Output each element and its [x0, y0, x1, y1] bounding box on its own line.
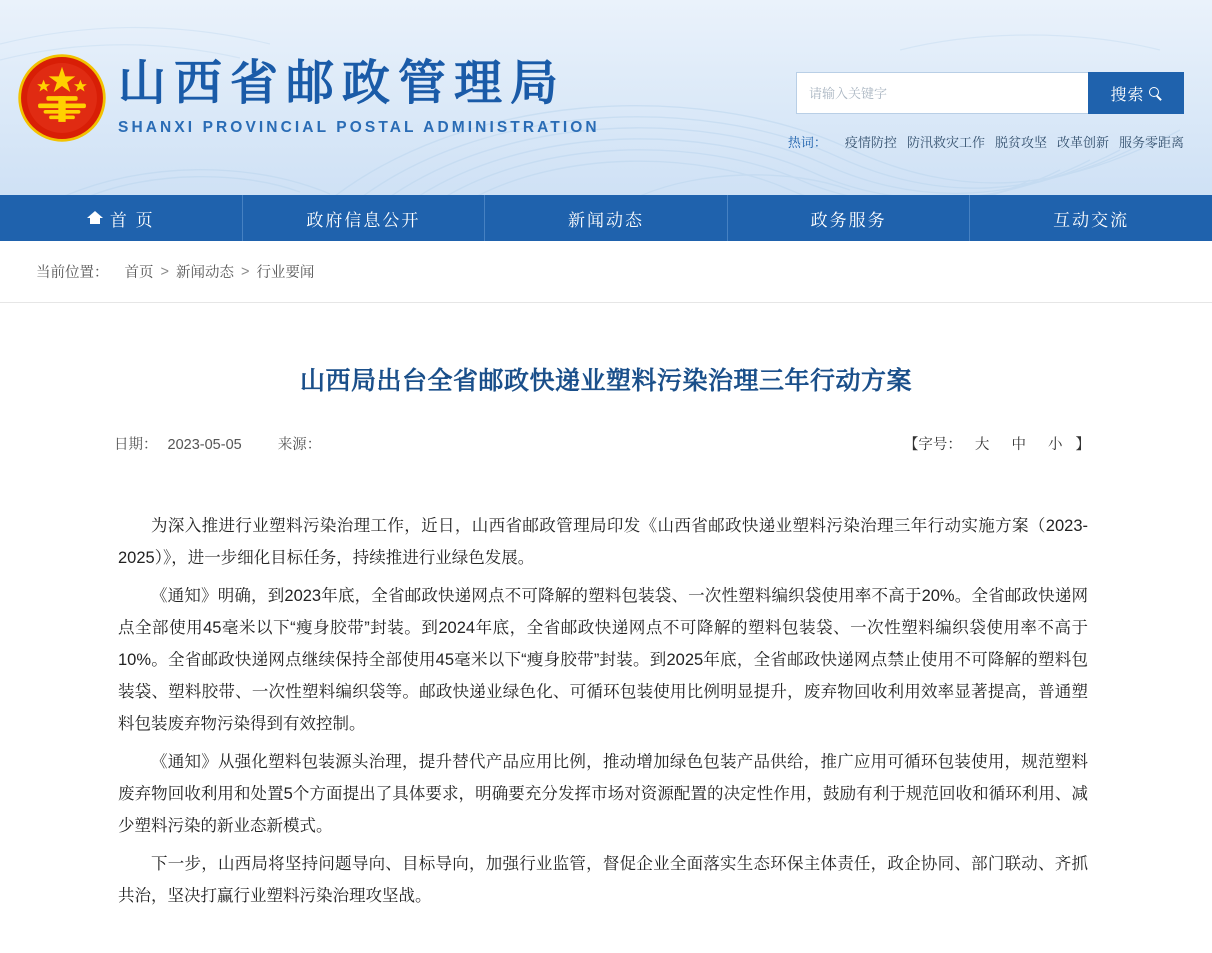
search-button-label: 搜索 — [1110, 86, 1145, 104]
article-meta-left — [114, 433, 333, 454]
breadcrumb — [0, 241, 1212, 303]
breadcrumb-item-2[interactable]: 行业要闻 — [256, 265, 315, 281]
article-paragraph: 《通知》从强化塑料包装源头治理，提升替代产品应用比例，推动增加绿色包装产品供给，推广应用可循环包装使用，规范塑料废弃物回收利用和处置5个方面提出了具体要求，明确要充分发挥市场对资源配置的决定性作用，鼓励有利于规范回收和循环利用、减少塑料污染的新业态新模式。 — [118, 753, 1088, 835]
nav-item-government-info-label: 政府信息公开 — [306, 210, 421, 230]
article-container — [106, 303, 1106, 912]
article-date-value: 2023-05-05 — [167, 437, 242, 453]
breadcrumb-item-0[interactable]: 首页 — [124, 265, 154, 281]
hotword-link-2[interactable]: 脱贫攻坚 — [994, 135, 1047, 150]
search-input[interactable] — [796, 72, 1088, 114]
breadcrumb-item-1[interactable]: 新闻动态 — [175, 265, 234, 281]
hotwords-bar — [788, 132, 1184, 151]
site-title-en: SHANXI PROVINCIAL POSTAL ADMINISTRATION — [118, 119, 600, 136]
site-title-block — [118, 55, 600, 137]
search-button[interactable] — [1088, 72, 1184, 114]
site-header — [0, 0, 1212, 195]
hotword-link-4[interactable]: 服务零距离 — [1118, 135, 1184, 150]
nav-item-interaction[interactable] — [970, 195, 1212, 241]
page-title: 山西局出台全省邮政快递业塑料污染治理三年行动方案 — [299, 367, 912, 395]
font-size-label: 【字号： — [903, 437, 962, 453]
nav-item-government-info[interactable] — [243, 195, 486, 241]
article-body — [106, 510, 1106, 912]
home-icon — [87, 211, 103, 225]
article-source-label: 来源： — [277, 437, 322, 453]
nav-item-services-label: 政务服务 — [810, 210, 887, 230]
search-box[interactable] — [796, 72, 1184, 114]
font-size-large[interactable]: 大 — [974, 437, 990, 453]
font-size-small[interactable]: 小 — [1047, 437, 1063, 453]
font-size-medium[interactable]: 中 — [1011, 437, 1026, 453]
nav-item-interaction-label: 互动交流 — [1053, 210, 1130, 230]
site-title-cn: 山西省邮政管理局 — [118, 57, 567, 110]
font-size-control — [904, 433, 1090, 454]
article-meta — [106, 433, 1106, 454]
font-size-label-end: 】 — [1075, 437, 1090, 453]
article-paragraph: 为深入推进行业塑料污染治理工作，近日，山西省邮政管理局印发《山西省邮政快递业塑料污染治理三年行动实施方案（2023-2025）》，进一步细化目标任务，持续推进行业绿色发展。 — [118, 517, 1088, 567]
hotwords-label: 热词： — [787, 135, 827, 150]
article-paragraph: 下一步，山西局将坚持问题导向、目标导向，加强行业监管，督促企业全面落实生态环保主体责任，政企协同、部门联动、齐抓共治，坚决打赢行业塑料污染治理攻坚战。 — [118, 855, 1088, 905]
hotword-link-3[interactable]: 改革创新 — [1056, 135, 1109, 150]
article-date-label: 日期： — [114, 437, 158, 453]
nav-item-news[interactable] — [485, 195, 728, 241]
hotword-link-1[interactable]: 防汛救灾工作 — [906, 135, 985, 150]
hotword-link-0[interactable]: 疫情防控 — [844, 135, 897, 150]
national-emblem — [16, 52, 108, 144]
nav-item-news-label: 新闻动态 — [567, 210, 644, 230]
main-navigation — [0, 195, 1212, 241]
nav-item-services[interactable] — [728, 195, 971, 241]
breadcrumb-separator-1: > — [240, 263, 250, 280]
nav-item-home[interactable] — [0, 195, 243, 241]
search-icon — [1149, 87, 1162, 100]
nav-item-home-label: 首 页 — [109, 210, 155, 230]
breadcrumb-separator-0: > — [160, 263, 169, 280]
article-paragraph: 《通知》明确，到2023年底，全省邮政快递网点不可降解的塑料包装袋、一次性塑料编织袋使用率不高于20%。全省邮政快递网点全部使用45毫米以下“瘦身胶带”封装。到2024年底，全省邮政快递网点不可降解的塑料包装袋、一次性塑料编织袋使用率不高于10%。全省邮政快递网点继续保持全部使用45毫米以下“瘦身胶带”封装。到2025年底，全省邮政快递网点禁止使用不可降解的塑料包装袋、塑料胶带、一次性塑料编织袋等。邮政快递业绿色化、可循环包装使用比例明显提升，废弃物回收利用效率显著提高，普通塑料包装废弃物污染得到有效控制。 — [118, 587, 1088, 733]
breadcrumb-label: 当前位置： — [36, 265, 109, 281]
